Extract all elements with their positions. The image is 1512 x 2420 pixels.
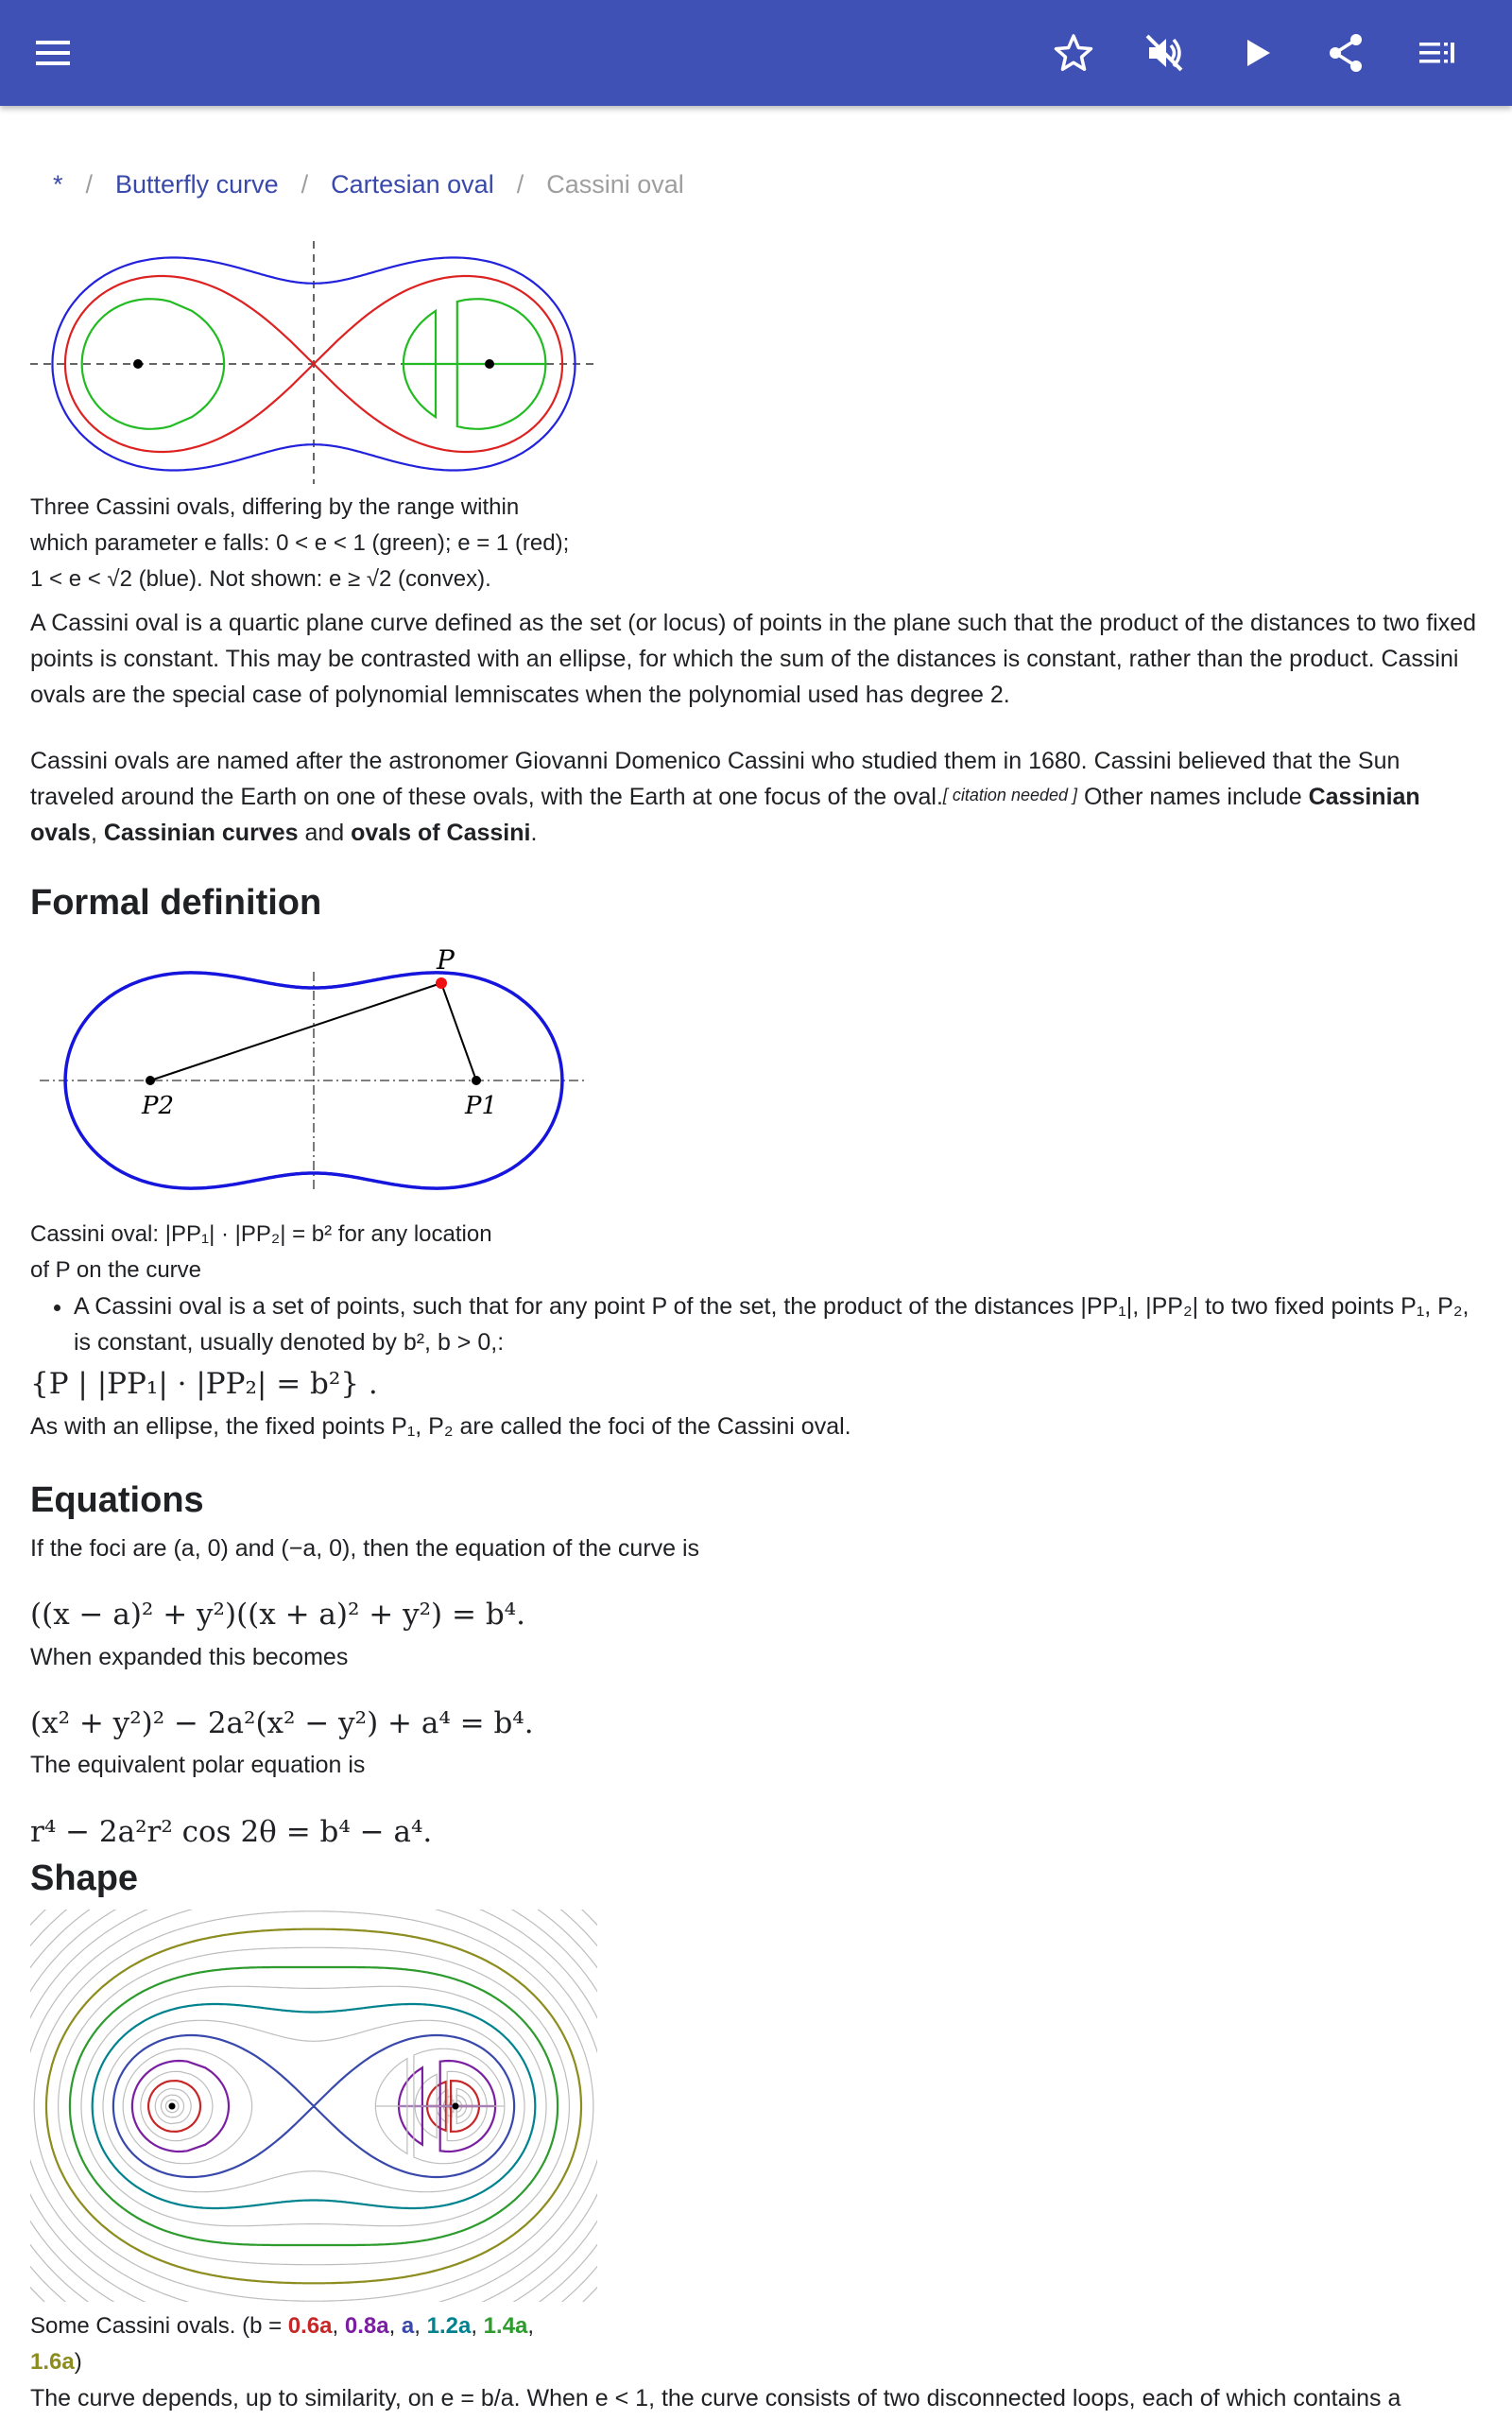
expanded-equation: (x² + y²)² − 2a²(x² − y²) + a⁴ = b⁴. xyxy=(30,1706,534,1740)
share-icon[interactable] xyxy=(1317,25,1374,81)
polar-equation: r⁴ − 2a²r² cos 2θ = b⁴ − a⁴. xyxy=(30,1815,433,1849)
equations-intro: If the foci are (a, 0) and (−a, 0), then the equation of the curve is xyxy=(30,1535,700,1562)
point-p1-label: P1 xyxy=(465,1092,498,1120)
section-heading: Shape xyxy=(30,1858,139,1898)
expanded-label: When expanded this becomes xyxy=(30,1644,349,1670)
figure-caption: Cassini oval: |PP₁| · |PP₂| = b² for any location of P on the curve xyxy=(30,1221,492,1283)
foci-sentence: As with an ellipse, the fixed points P₁, P₂ are called the foci of the Cassini oval. xyxy=(30,1413,851,1440)
intro-paragraph: A Cassini oval is a quartic plane curve defined as the set (or locus) of points in the plane such that the product of the distances to two fixed points is constant. This may be contrasted with an ellipse, for which the sum of the distances is constant, rather than the product. Cassini ovals are the special case of polynomial lemniscates when the polynomial used has degree 2. xyxy=(30,610,1477,708)
star-outline-icon[interactable] xyxy=(1045,25,1102,81)
definition-bullet: • A Cassini oval is a set of points, such that for any point P of the set, the product of the distances |PP₁|, |PP₂| to two fixed points P₁, P₂, is constant, usually denoted by b², b > 0,: xyxy=(74,1288,1486,1360)
point-p2-label: P2 xyxy=(142,1092,175,1120)
set-formula: {P | |PP₁| · |PP₂| = b²} . xyxy=(30,1367,378,1401)
three-cassini-ovals-figure xyxy=(30,236,597,487)
breadcrumb-item[interactable]: Butterfly curve xyxy=(115,170,279,199)
app-bar xyxy=(0,0,1512,106)
citation-needed-link[interactable]: [ citation needed ] xyxy=(942,786,1078,804)
polar-label: The equivalent polar equation is xyxy=(30,1752,366,1778)
shape-paragraph: The curve depends, up to similarity, on e = b/a. When e < 1, the curve consists of two disconnected loops, each of which contains a xyxy=(30,2385,1401,2411)
figure-caption: Three Cassini ovals, differing by the range within which parameter e falls: 0 < e < 1 (green); e = 1 (red); 1 < e < √2 (blue). Not shown: e ≥ √2 (convex). xyxy=(30,494,570,592)
point-p-label: P xyxy=(437,945,455,976)
breadcrumb-item[interactable]: Cartesian oval xyxy=(331,170,494,199)
definition-list xyxy=(30,1288,1486,1360)
history-paragraph: Cassini ovals are named after the astronomer Giovanni Domenico Cassini who studied them in 1680. Cassini believed that the Sun traveled around the Earth on one of these ovals, with the Earth at one focus of the oval.[ citation needed ] Other names include Cassinian ovals, Cassinian curves and ovals of Cassini. xyxy=(30,748,1420,846)
play-icon[interactable] xyxy=(1228,25,1285,81)
section-heading: Equations xyxy=(30,1480,204,1520)
cassini-oval-foci-figure xyxy=(30,945,597,1196)
mute-icon[interactable] xyxy=(1136,25,1193,81)
breadcrumb-current: Cassini oval xyxy=(546,170,684,199)
toc-list-icon[interactable] xyxy=(1408,25,1465,81)
breadcrumb: * / Butterfly curve / Cartesian oval / Cassini oval xyxy=(53,170,684,199)
figure-caption: Some Cassini ovals. (b = 0.6a, 0.8a, a, 1.2a, 1.4a, 1.6a) xyxy=(30,2313,535,2375)
section-heading: Formal definition xyxy=(30,883,322,923)
cartesian-equation: ((x − a)² + y²)((x + a)² + y²) = b⁴. xyxy=(30,1598,525,1632)
hamburger-menu-icon[interactable] xyxy=(25,25,81,81)
breadcrumb-home[interactable]: * xyxy=(53,170,63,199)
cassini-ovals-family-figure xyxy=(30,1910,597,2302)
